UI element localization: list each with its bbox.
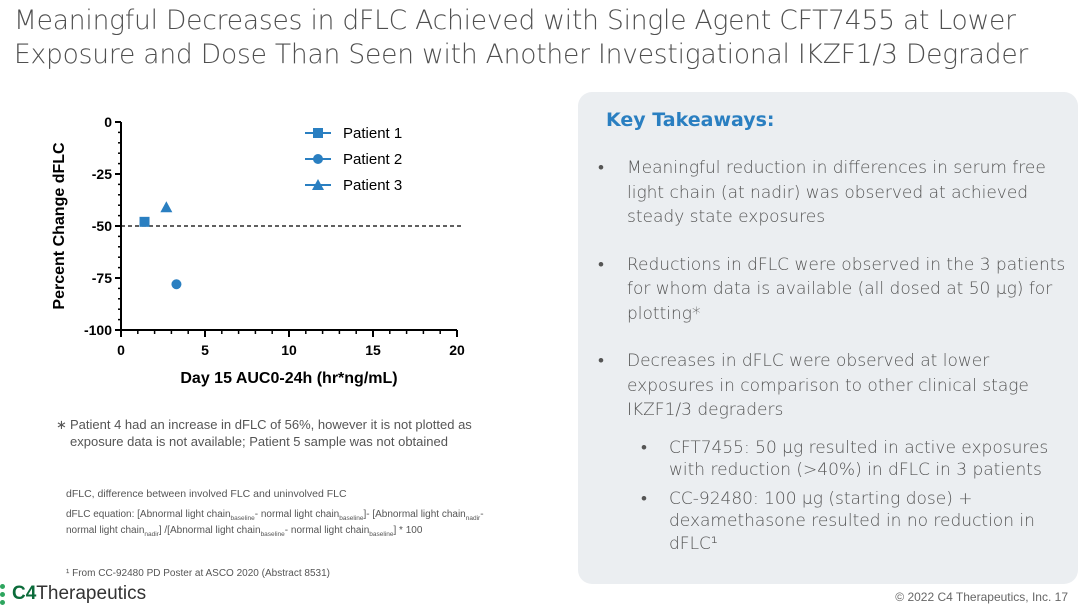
eq-text: ] * 100 <box>393 525 423 536</box>
eq-text: - normal light chain <box>284 525 370 536</box>
legend-label: Patient 1 <box>343 125 403 142</box>
eq-text: ]- [Abnormal light chain <box>363 509 466 520</box>
eq-sub: baseline <box>260 531 285 538</box>
takeaway-subitem: • CC-92480: 100 µg (starting dose) + dexamethasone resulted in no reduction in dFLC¹ <box>641 488 1068 556</box>
slide-title-line-2: Exposure and Dose Than Seen with Another Investigational IKZF1/3 Degrader <box>14 39 1029 70</box>
takeaway-item: • Reductions in dFLC were observed in the 3 patients for whom data is available (all dosed at 50 µg) for plotting* <box>598 253 1068 327</box>
eq-text: ] /[Abnormal light chain <box>158 525 261 536</box>
logo-name: Therapeutics <box>36 583 147 604</box>
eq-sub: baseline <box>369 531 394 538</box>
legend-label: Patient 2 <box>343 151 403 168</box>
footnote-patient-4 <box>56 416 526 450</box>
eq-text: - normal light chain <box>66 509 484 536</box>
logo-dots-icon <box>0 582 10 606</box>
data-point-circle <box>171 279 181 289</box>
y-tick-label: -50 <box>91 218 112 234</box>
x-axis-label: Day 15 AUC0-24h (hr*ng/mL) <box>180 370 398 387</box>
footnote-dflc-definition: dFLC, difference between involved FLC and uninvolved FLC <box>66 488 347 500</box>
eq-text: dFLC equation: [Abnormal light chain <box>66 509 231 520</box>
logo-brand: C4 <box>12 583 37 604</box>
data-point-triangle <box>160 201 172 212</box>
slide-title <box>14 4 1074 72</box>
eq-sub: nadir <box>465 515 481 522</box>
footnote-reference: ¹ From CC-92480 PD Poster at ASCO 2020 (Abstract 8531) <box>66 568 330 579</box>
legend-marker-square <box>313 128 323 138</box>
y-tick-label: -75 <box>91 270 112 286</box>
copyright-text: © 2022 C4 Therapeutics, Inc. 17 <box>895 590 1068 604</box>
legend-label: Patient 3 <box>343 177 403 194</box>
takeaway-subitem: • CFT7455: 50 µg resulted in active exposures with reduction (>40%) in dFLC in 3 patients <box>641 437 1068 482</box>
eq-text: - normal light chain <box>254 509 340 520</box>
y-tick-label: -25 <box>91 166 112 182</box>
x-tick-label: 0 <box>117 342 125 358</box>
logo-text <box>12 583 146 605</box>
scatter-chart <box>40 105 480 395</box>
eq-sub: baseline <box>339 515 364 522</box>
footnote-dflc-equation <box>66 509 506 541</box>
eq-sub: nadir <box>144 531 159 538</box>
x-tick-label: 20 <box>449 342 465 358</box>
eq-sub: baseline <box>230 515 255 522</box>
company-logo <box>0 582 146 606</box>
x-tick-label: 5 <box>201 342 209 358</box>
takeaway-item: • Meaningful reduction in differences in serum free light chain (at nadir) was observed at achieved steady state exposures <box>598 156 1068 230</box>
x-tick-label: 10 <box>281 342 297 358</box>
footnote-star-text: Patient 4 had an increase in dFLC of 56%, however it is not plotted as exposure data is not available; Patient 5 sample was not obtained <box>70 417 472 449</box>
key-takeaways-panel <box>578 92 1078 584</box>
slide-title-line-1: Meaningful Decreases in dFLC Achieved with Single Agent CFT7455 at Lower <box>14 5 1016 36</box>
y-axis-label: Percent Change dFLC <box>51 142 68 310</box>
legend-marker-circle <box>313 154 323 164</box>
takeaway-item <box>598 349 1068 555</box>
takeaway-item-text: Decreases in dFLC were observed at lower exposures in comparison to other clinical stage IKZF1/3 degraders <box>627 351 1029 420</box>
x-tick-label: 15 <box>365 342 381 358</box>
y-tick-label: 0 <box>104 114 112 130</box>
takeaways-list <box>598 156 1068 578</box>
footnote-star: ∗ <box>56 417 67 432</box>
key-takeaways-heading: Key Takeaways: <box>606 109 775 131</box>
y-tick-label: -100 <box>83 322 112 338</box>
data-point-square <box>140 217 150 227</box>
takeaway-sublist <box>641 437 1068 556</box>
